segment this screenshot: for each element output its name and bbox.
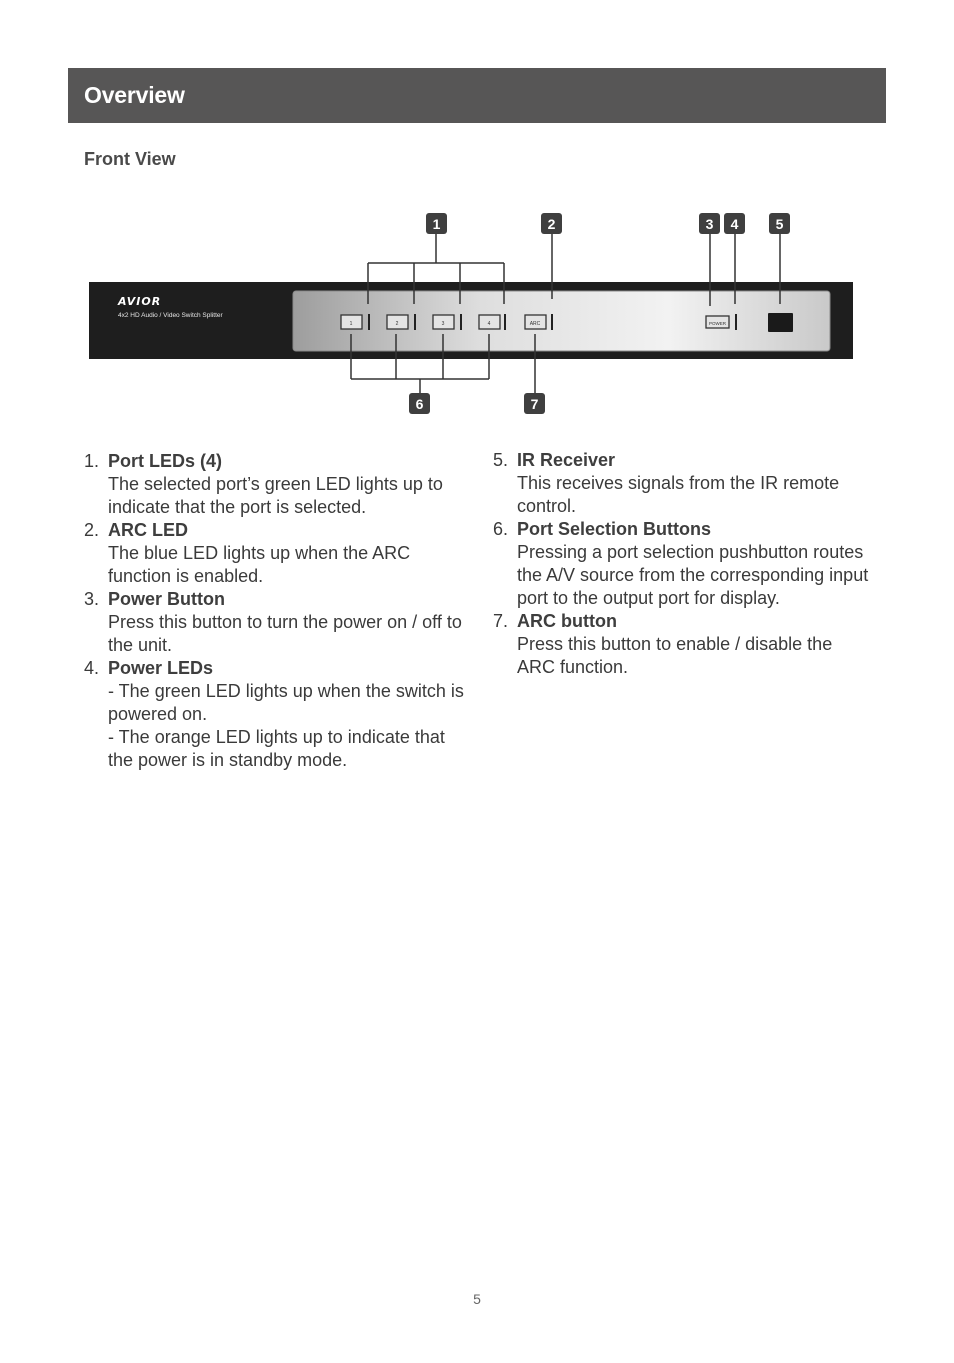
port-button-3-label: 3: [441, 321, 445, 327]
svg-text:4: 4: [730, 216, 739, 232]
item-number: 7.: [493, 611, 509, 631]
callout-6: [409, 393, 430, 414]
port-led-2: [414, 314, 416, 330]
port-led-1: [368, 314, 370, 330]
item-description: The blue LED lights up when the ARC function is enabled.: [108, 543, 411, 586]
svg-text:5: 5: [775, 216, 784, 232]
item-number: 1.: [84, 451, 100, 471]
ir-receiver: [768, 313, 793, 332]
power-button-label: POWER: [708, 321, 727, 326]
item-number: 5.: [493, 450, 509, 470]
port-led-3: [460, 314, 462, 330]
item-description: Pressing a port selection pushbutton routes the A/V source from the corresponding input port to the output port for display.: [517, 542, 869, 608]
feature-list-right: [493, 449, 873, 679]
list-item: [84, 588, 474, 657]
item-number: 4.: [84, 658, 100, 678]
item-title: Power Button: [108, 589, 225, 609]
section-title: Front View: [84, 149, 176, 169]
callout-1: [426, 213, 447, 234]
port-button-4-label: 4: [487, 321, 491, 327]
list-item: [84, 519, 474, 588]
svg-text:7: 7: [530, 396, 539, 412]
feature-list-left: [84, 450, 474, 772]
item-description: - The green LED lights up when the switch is powered on.: [108, 681, 464, 724]
port-button-2-label: 2: [395, 321, 399, 327]
item-number: 2.: [84, 520, 100, 540]
front-view-diagram: [0, 0, 954, 430]
arc-led: [551, 314, 553, 330]
item-number: 6.: [493, 519, 509, 539]
callout-5: [769, 213, 790, 234]
item-description: This receives signals from the IR remote control.: [517, 473, 840, 516]
power-led: [735, 314, 737, 330]
svg-text:1: 1: [432, 216, 441, 232]
list-item: [84, 657, 474, 772]
svg-text:6: 6: [415, 396, 424, 412]
item-title: Port LEDs (4): [108, 451, 223, 471]
item-title: Power LEDs: [108, 658, 214, 678]
callout-7: [524, 393, 545, 414]
callout-4: [724, 213, 745, 234]
item-number: 3.: [84, 589, 100, 609]
item-description: - The orange LED lights up to indicate that the power is in standby mode.: [108, 727, 445, 770]
page-number: 5: [473, 1291, 481, 1307]
list-item: [493, 449, 873, 518]
arc-button-label: ARC: [529, 321, 541, 327]
callout-2: [541, 213, 562, 234]
port-button-3[interactable]: [433, 315, 454, 329]
port-led-4: [504, 314, 506, 330]
list-item: [84, 450, 474, 519]
port-button-2[interactable]: [387, 315, 408, 329]
svg-text:2: 2: [547, 216, 556, 232]
item-title: ARC button: [517, 611, 617, 631]
arc-button[interactable]: [525, 315, 546, 329]
brand-logo: AVIOR: [118, 295, 162, 308]
port-button-1[interactable]: [341, 315, 362, 329]
item-description: Press this button to enable / disable the ARC function.: [517, 634, 833, 677]
callout-3: [699, 213, 720, 234]
power-button[interactable]: [706, 316, 729, 328]
page-title: Overview: [84, 82, 185, 108]
list-item: [493, 518, 873, 610]
item-description: Press this button to turn the power on / off to the unit.: [108, 612, 462, 655]
port-button-1-label: 1: [349, 321, 353, 327]
item-title: Port Selection Buttons: [517, 519, 712, 539]
item-title: IR Receiver: [517, 450, 616, 470]
item-title: ARC LED: [108, 520, 188, 540]
list-item: [493, 610, 873, 679]
device-model-label: 4x2 HD Audio / Video Switch Splitter: [118, 312, 223, 319]
item-description: The selected port’s green LED lights up to indicate that the port is selected.: [108, 474, 443, 517]
port-button-4[interactable]: [479, 315, 500, 329]
device-front-panel: [293, 291, 830, 351]
svg-text:3: 3: [705, 216, 714, 232]
